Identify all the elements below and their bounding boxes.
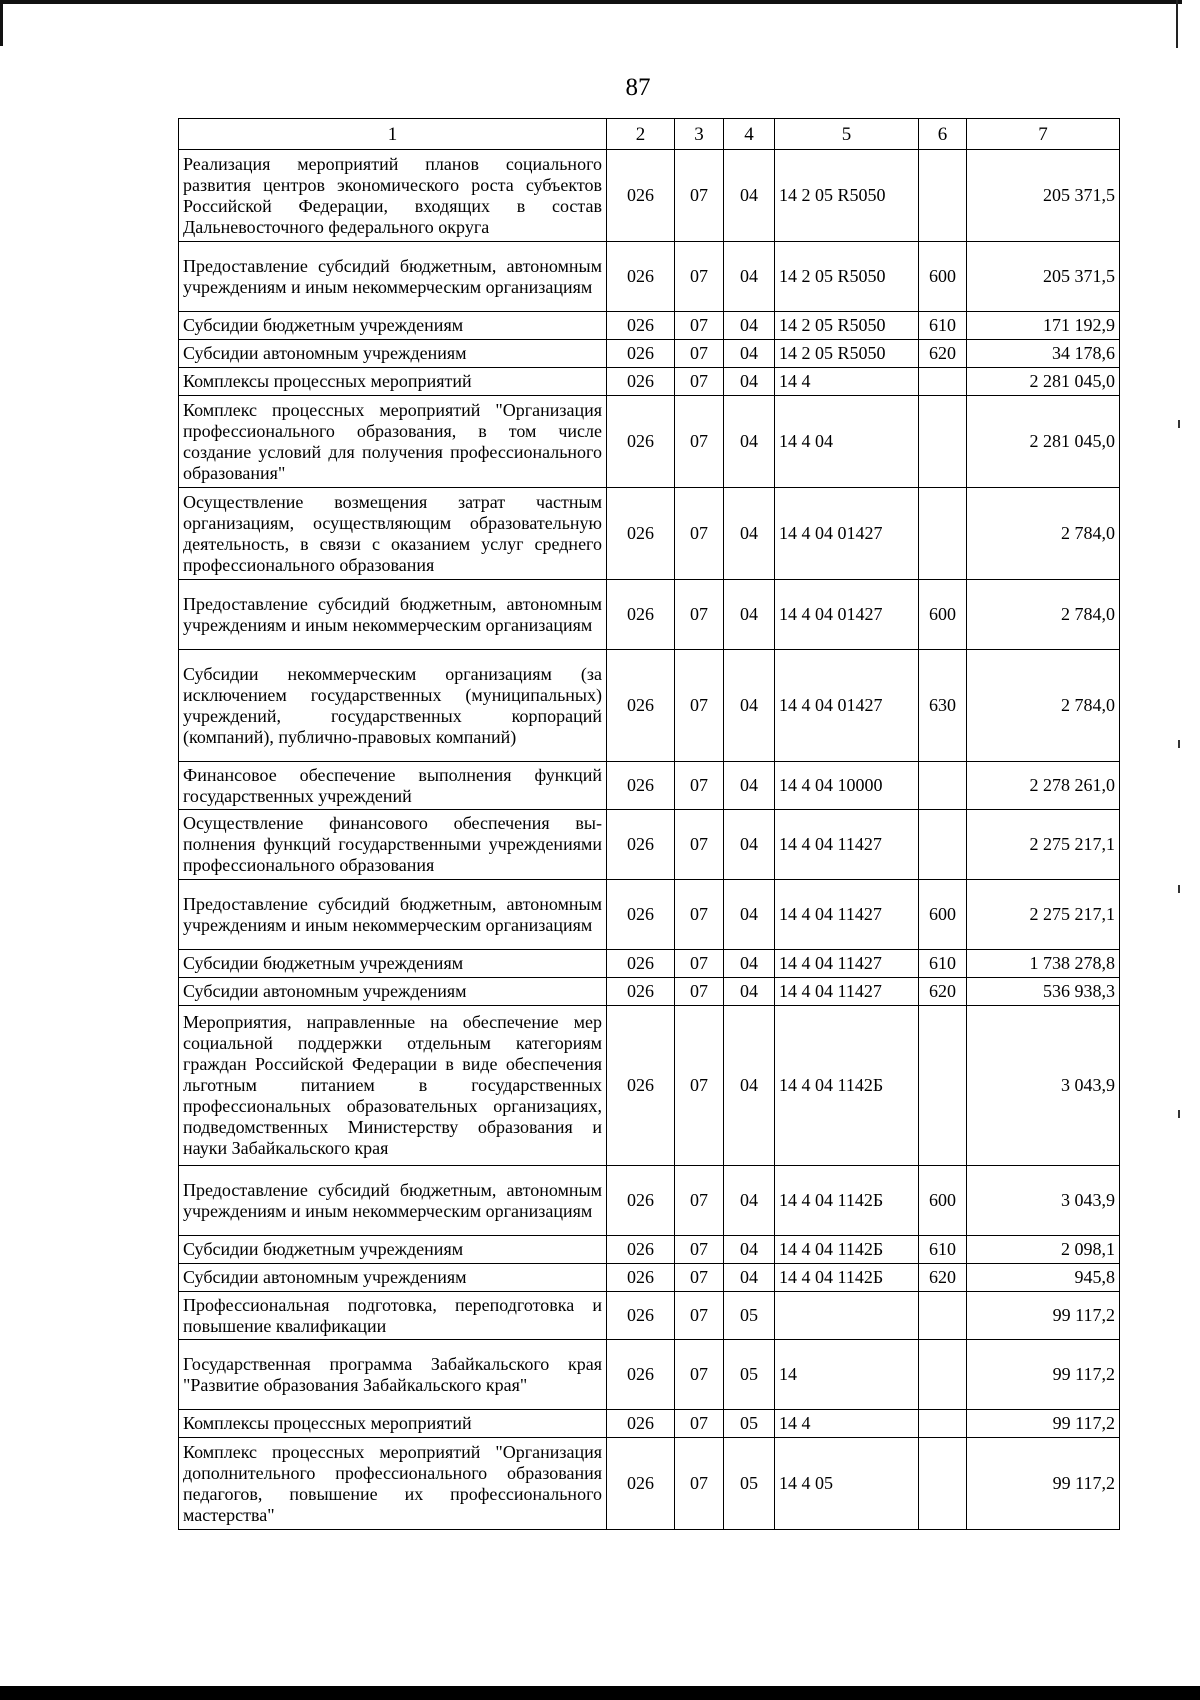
- table-row: [179, 242, 1120, 312]
- amount: 205 371,5: [967, 242, 1120, 312]
- subsection-code: 04: [724, 150, 775, 242]
- table-row: [179, 1438, 1120, 1530]
- target-article-code: 14 4 04 11427: [775, 950, 919, 978]
- target-article-code: 14 2 05 R5050: [775, 150, 919, 242]
- section-code: 07: [675, 242, 724, 312]
- amount: 536 938,3: [967, 978, 1120, 1006]
- column-header: 7: [967, 119, 1120, 150]
- table-row: [179, 1166, 1120, 1236]
- ministry-code: 026: [607, 1292, 675, 1340]
- table-row: [179, 1236, 1120, 1264]
- row-name: Осуществление возмещения затрат частным организациям, осуществляющим образовательную деятельность, в связи с оказанием услуг среднего профессионального образования: [179, 488, 607, 580]
- expense-type-code: [919, 1292, 967, 1340]
- subsection-code: 04: [724, 242, 775, 312]
- row-name: Субсидии бюджетным учреждениям: [179, 950, 607, 978]
- expense-type-code: 600: [919, 880, 967, 950]
- column-header: 1: [179, 119, 607, 150]
- section-code: 07: [675, 312, 724, 340]
- section-code: 07: [675, 1264, 724, 1292]
- subsection-code: 04: [724, 1264, 775, 1292]
- expense-type-code: [919, 1340, 967, 1410]
- section-code: 07: [675, 762, 724, 810]
- amount: 171 192,9: [967, 312, 1120, 340]
- section-code: 07: [675, 978, 724, 1006]
- subsection-code: 04: [724, 978, 775, 1006]
- expense-type-code: 610: [919, 950, 967, 978]
- table-header-row: [179, 119, 1120, 150]
- amount: 34 178,6: [967, 340, 1120, 368]
- section-code: 07: [675, 340, 724, 368]
- ministry-code: 026: [607, 488, 675, 580]
- section-code: 07: [675, 150, 724, 242]
- target-article-code: 14 4 04 1142Б: [775, 1166, 919, 1236]
- row-name: Предоставление субсидий бюджетным, автономным учреждениям и иным некоммерческим организациям: [179, 580, 607, 650]
- expense-type-code: [919, 1438, 967, 1530]
- amount: 2 275 217,1: [967, 810, 1120, 880]
- expense-type-code: [919, 368, 967, 396]
- table-row: [179, 1264, 1120, 1292]
- expense-type-code: 620: [919, 1264, 967, 1292]
- target-article-code: 14 2 05 R5050: [775, 312, 919, 340]
- subsection-code: 04: [724, 368, 775, 396]
- table-row: [179, 650, 1120, 762]
- section-code: 07: [675, 880, 724, 950]
- subsection-code: 04: [724, 1236, 775, 1264]
- ministry-code: 026: [607, 762, 675, 810]
- amount: 2 784,0: [967, 650, 1120, 762]
- section-code: 07: [675, 650, 724, 762]
- row-name: Комплексы процессных мероприятий: [179, 1410, 607, 1438]
- section-code: 07: [675, 1006, 724, 1166]
- subsection-code: 05: [724, 1410, 775, 1438]
- amount: 2 278 261,0: [967, 762, 1120, 810]
- section-code: 07: [675, 488, 724, 580]
- expense-type-code: 620: [919, 978, 967, 1006]
- target-article-code: 14 4: [775, 1410, 919, 1438]
- ministry-code: 026: [607, 880, 675, 950]
- row-name: Комплексы процессных мероприятий: [179, 368, 607, 396]
- target-article-code: 14 4 04 1142Б: [775, 1236, 919, 1264]
- ministry-code: 026: [607, 340, 675, 368]
- section-code: 07: [675, 1340, 724, 1410]
- ministry-code: 026: [607, 950, 675, 978]
- ministry-code: 026: [607, 1006, 675, 1166]
- table-row: [179, 150, 1120, 242]
- scan-border-right: [1176, 0, 1178, 48]
- ministry-code: 026: [607, 580, 675, 650]
- row-name: Субсидии автономным учреждениям: [179, 978, 607, 1006]
- table-row: [179, 1410, 1120, 1438]
- target-article-code: 14 4 04 10000: [775, 762, 919, 810]
- ministry-code: 026: [607, 650, 675, 762]
- expense-type-code: 620: [919, 340, 967, 368]
- page-number: 87: [625, 74, 651, 101]
- section-code: 07: [675, 1236, 724, 1264]
- row-name: Предоставление субсидий бюджетным, автономным учреждениям и иным некоммерческим организациям: [179, 1166, 607, 1236]
- target-article-code: [775, 1292, 919, 1340]
- subsection-code: 04: [724, 580, 775, 650]
- amount: 2 275 217,1: [967, 880, 1120, 950]
- amount: 99 117,2: [967, 1438, 1120, 1530]
- amount: 2 098,1: [967, 1236, 1120, 1264]
- target-article-code: 14 4 05: [775, 1438, 919, 1530]
- subsection-code: 05: [724, 1340, 775, 1410]
- table-row: [179, 880, 1120, 950]
- table-row: [179, 368, 1120, 396]
- table-row: [179, 312, 1120, 340]
- amount: 1 738 278,8: [967, 950, 1120, 978]
- target-article-code: 14 4 04 1142Б: [775, 1264, 919, 1292]
- expense-type-code: 610: [919, 1236, 967, 1264]
- row-name: Мероприятия, направленные на обеспечение мер социальной поддержки отдельным категориям граждан Российской Федерации в виде обеспечения льготным питанием в государственных профессиональных образовательных организациях, подведомственных Министерству образования и науки Забайкальского края: [179, 1006, 607, 1166]
- subsection-code: 04: [724, 312, 775, 340]
- section-code: 07: [675, 396, 724, 488]
- table-row: [179, 340, 1120, 368]
- row-name: Субсидии бюджетным учреждениям: [179, 312, 607, 340]
- column-header: 6: [919, 119, 967, 150]
- row-name: Государственная программа Забайкальского края "Развитие образования Забайкальского края": [179, 1340, 607, 1410]
- expense-type-code: [919, 488, 967, 580]
- table-row: [179, 1292, 1120, 1340]
- target-article-code: 14 4 04 01427: [775, 650, 919, 762]
- table-row: [179, 762, 1120, 810]
- subsection-code: 04: [724, 1006, 775, 1166]
- ministry-code: 026: [607, 1264, 675, 1292]
- subsection-code: 04: [724, 340, 775, 368]
- section-code: 07: [675, 1438, 724, 1530]
- column-header: 3: [675, 119, 724, 150]
- expense-type-code: [919, 810, 967, 880]
- subsection-code: 04: [724, 488, 775, 580]
- table-row: [179, 978, 1120, 1006]
- table-row: [179, 580, 1120, 650]
- ministry-code: 026: [607, 1166, 675, 1236]
- scan-border-left: [0, 0, 3, 46]
- subsection-code: 05: [724, 1292, 775, 1340]
- scan-speck: [1178, 885, 1180, 893]
- section-code: 07: [675, 1166, 724, 1236]
- expense-type-code: [919, 1006, 967, 1166]
- ministry-code: 026: [607, 396, 675, 488]
- row-name: Осуществление финансового обеспечения выполнения функций государственными учреждениями профессионального образования: [179, 810, 607, 880]
- amount: 99 117,2: [967, 1340, 1120, 1410]
- amount: 3 043,9: [967, 1166, 1120, 1236]
- subsection-code: 05: [724, 1438, 775, 1530]
- expense-type-code: 630: [919, 650, 967, 762]
- target-article-code: 14 4 04: [775, 396, 919, 488]
- expense-type-code: [919, 150, 967, 242]
- row-name: Профессиональная подготовка, переподготовка и повышение квалификации: [179, 1292, 607, 1340]
- column-header: 5: [775, 119, 919, 150]
- budget-table: [178, 118, 1120, 1530]
- amount: 2 784,0: [967, 488, 1120, 580]
- ministry-code: 026: [607, 242, 675, 312]
- ministry-code: 026: [607, 1236, 675, 1264]
- scan-speck: [1178, 1110, 1180, 1118]
- target-article-code: 14 4 04 11427: [775, 978, 919, 1006]
- scan-border-top: [0, 0, 1182, 4]
- subsection-code: 04: [724, 810, 775, 880]
- row-name: Субсидии некоммерческим организациям (за исключением государственных (муниципальных) учреждений, государственных корпораций (компаний), публично-правовых компаний): [179, 650, 607, 762]
- amount: 945,8: [967, 1264, 1120, 1292]
- subsection-code: 04: [724, 650, 775, 762]
- target-article-code: 14 4: [775, 368, 919, 396]
- expense-type-code: 600: [919, 580, 967, 650]
- expense-type-code: 610: [919, 312, 967, 340]
- row-name: Субсидии автономным учреждениям: [179, 1264, 607, 1292]
- amount: 3 043,9: [967, 1006, 1120, 1166]
- row-name: Предоставление субсидий бюджетным, автономным учреждениям и иным некоммерческим организациям: [179, 242, 607, 312]
- row-name: Комплекс процессных мероприятий "Организация дополнительного профессионального образования педагогов, повышение их профессионального мастерства": [179, 1438, 607, 1530]
- row-name: Финансовое обеспечение выполнения функций государственных учреждений: [179, 762, 607, 810]
- section-code: 07: [675, 580, 724, 650]
- subsection-code: 04: [724, 396, 775, 488]
- row-name: Субсидии автономным учреждениям: [179, 340, 607, 368]
- target-article-code: 14 4 04 01427: [775, 488, 919, 580]
- target-article-code: 14 4 04 1142Б: [775, 1006, 919, 1166]
- expense-type-code: 600: [919, 1166, 967, 1236]
- target-article-code: 14 4 04 11427: [775, 880, 919, 950]
- section-code: 07: [675, 950, 724, 978]
- scan-speck: [1178, 740, 1180, 748]
- amount: 205 371,5: [967, 150, 1120, 242]
- table-row: [179, 1006, 1120, 1166]
- column-header: 4: [724, 119, 775, 150]
- ministry-code: 026: [607, 312, 675, 340]
- target-article-code: 14 2 05 R5050: [775, 340, 919, 368]
- table-row: [179, 396, 1120, 488]
- expense-type-code: [919, 1410, 967, 1438]
- section-code: 07: [675, 1292, 724, 1340]
- target-article-code: 14 4 04 01427: [775, 580, 919, 650]
- subsection-code: 04: [724, 1166, 775, 1236]
- ministry-code: 026: [607, 1438, 675, 1530]
- section-code: 07: [675, 810, 724, 880]
- section-code: 07: [675, 368, 724, 396]
- target-article-code: 14 4 04 11427: [775, 810, 919, 880]
- subsection-code: 04: [724, 950, 775, 978]
- row-name: Комплекс процессных мероприятий "Организация профессионального образования, в том числе создание условий для получения профессионального образования": [179, 396, 607, 488]
- scan-speck: [1178, 420, 1180, 428]
- table-row: [179, 1340, 1120, 1410]
- ministry-code: 026: [607, 1340, 675, 1410]
- subsection-code: 04: [724, 880, 775, 950]
- scan-border-bottom: [0, 1686, 1200, 1700]
- row-name: Предоставление субсидий бюджетным, автономным учреждениям и иным некоммерческим организациям: [179, 880, 607, 950]
- ministry-code: 026: [607, 810, 675, 880]
- subsection-code: 04: [724, 762, 775, 810]
- amount: 2 281 045,0: [967, 396, 1120, 488]
- ministry-code: 026: [607, 978, 675, 1006]
- row-name: Реализация мероприятий планов социального развития центров экономического роста субъектов Российской Федерации, входящих в состав Дальневосточного федерального округа: [179, 150, 607, 242]
- ministry-code: 026: [607, 1410, 675, 1438]
- amount: 99 117,2: [967, 1410, 1120, 1438]
- amount: 2 281 045,0: [967, 368, 1120, 396]
- table-row: [179, 950, 1120, 978]
- amount: 99 117,2: [967, 1292, 1120, 1340]
- section-code: 07: [675, 1410, 724, 1438]
- amount: 2 784,0: [967, 580, 1120, 650]
- target-article-code: 14: [775, 1340, 919, 1410]
- row-name: Субсидии бюджетным учреждениям: [179, 1236, 607, 1264]
- target-article-code: 14 2 05 R5050: [775, 242, 919, 312]
- ministry-code: 026: [607, 368, 675, 396]
- table-row: [179, 810, 1120, 880]
- column-header: 2: [607, 119, 675, 150]
- expense-type-code: 600: [919, 242, 967, 312]
- expense-type-code: [919, 396, 967, 488]
- ministry-code: 026: [607, 150, 675, 242]
- expense-type-code: [919, 762, 967, 810]
- table-row: [179, 488, 1120, 580]
